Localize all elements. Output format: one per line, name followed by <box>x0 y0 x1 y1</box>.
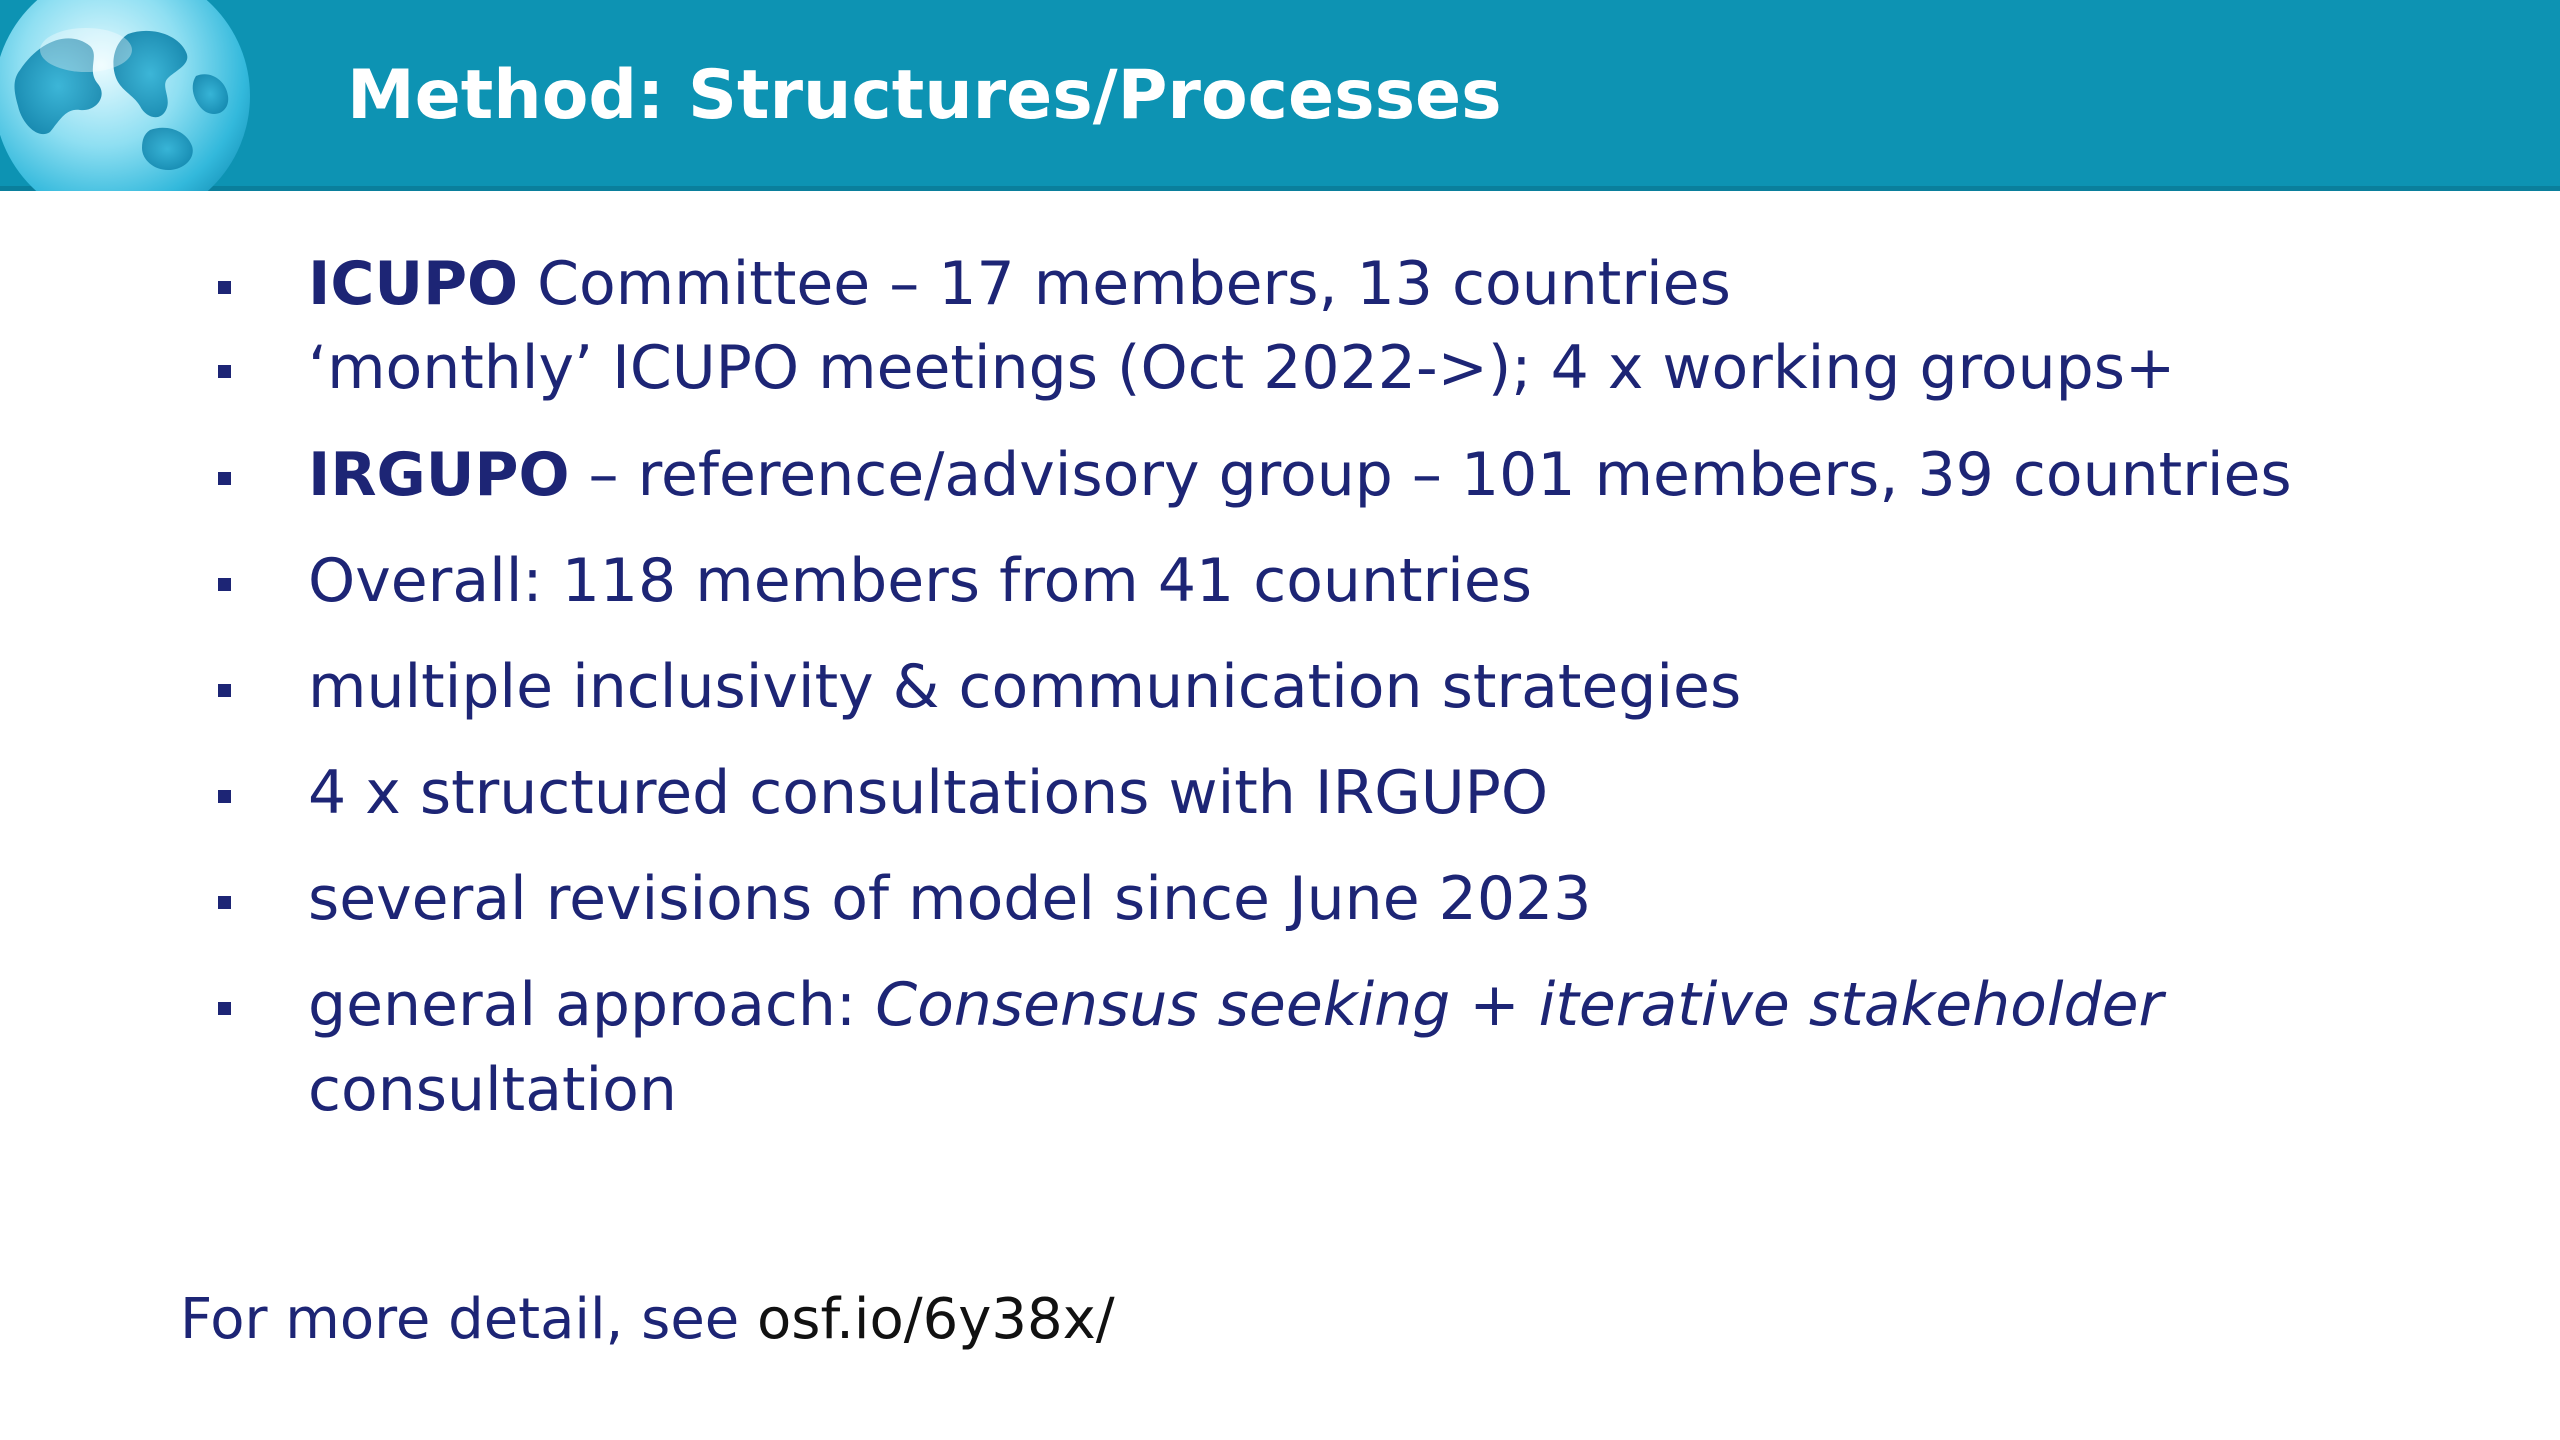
bullet-square-icon <box>218 472 231 485</box>
bullet-bold-term: ICUPO <box>308 249 519 319</box>
bullet-square-icon <box>218 1002 231 1015</box>
bullet-text: several revisions of model since June 2023 <box>308 864 1592 934</box>
bullet-text <box>308 963 2508 1048</box>
bullet-text <box>308 242 2508 327</box>
bullet-bold-term: IRGUPO <box>308 440 570 510</box>
footer-text: For more detail, see <box>180 1287 758 1352</box>
bullet-body: – reference/advisory group – 101 members, 39 countries <box>569 440 2292 510</box>
slide-title: Method: Structures/Processes <box>347 56 1502 135</box>
bullet-text: ‘monthly’ ICUPO meetings (Oct 2022->); 4 x working groups+ <box>308 333 2176 403</box>
bullet-square-icon <box>218 790 231 803</box>
bullet-italic-continuation: consultation <box>308 1055 677 1125</box>
bullet-square-icon <box>218 896 231 909</box>
bullet-text: 4 x structured consultations with IRGUPO <box>308 758 1549 828</box>
bullet-body: Committee – 17 members, 13 countries <box>518 249 1731 319</box>
bullet-square-icon <box>218 578 231 591</box>
footer-link[interactable]: osf.io/6y38x/ <box>757 1287 1115 1352</box>
bullet-text: multiple inclusivity & communication strategies <box>308 652 1742 722</box>
bullet-square-icon <box>218 684 231 697</box>
footer-note <box>180 1280 1115 1360</box>
bullet-text: Overall: 118 members from 41 countries <box>308 546 1533 616</box>
bullet-body: general approach: <box>308 970 876 1040</box>
bullet-text <box>308 433 2508 518</box>
bullet-italic-text: Consensus seeking + iterative stakeholder <box>875 970 2164 1040</box>
bullet-square-icon <box>218 365 231 378</box>
bullet-square-icon <box>218 281 231 294</box>
